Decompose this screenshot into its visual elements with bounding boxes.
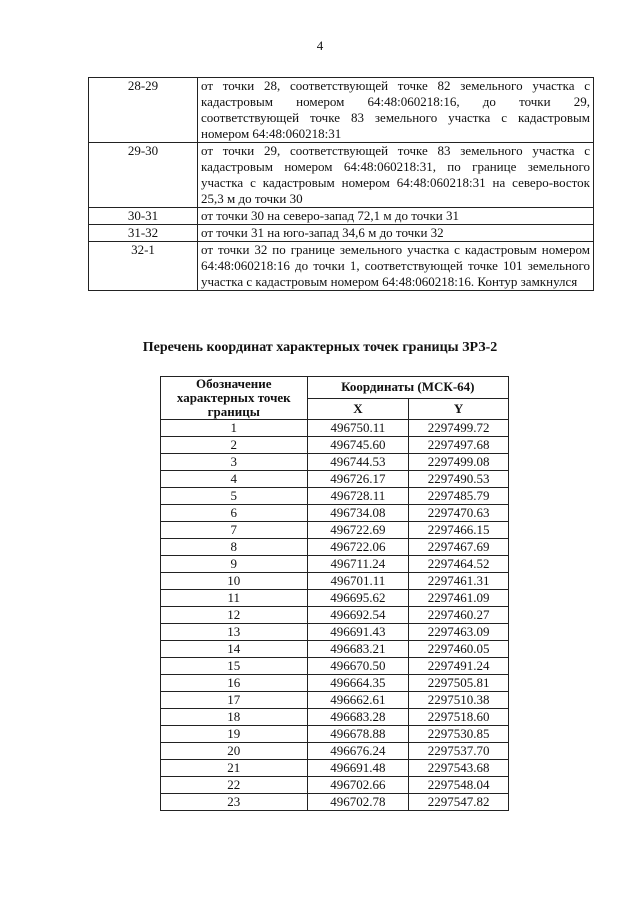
coordinate-y: 2297499.72 <box>409 420 509 437</box>
point-number: 21 <box>161 760 308 777</box>
coordinate-y: 2297485.79 <box>409 488 509 505</box>
segment-id: 31-32 <box>89 225 198 242</box>
coordinate-x: 496683.21 <box>307 641 409 658</box>
coordinate-x: 496676.24 <box>307 743 409 760</box>
table-row <box>161 760 509 777</box>
coordinate-x: 496692.54 <box>307 607 409 624</box>
table-row <box>161 573 509 590</box>
table-row <box>161 420 509 437</box>
table-row <box>161 675 509 692</box>
point-number: 16 <box>161 675 308 692</box>
segment-description: от точки 28, соответствующей точке 82 земельного участка с кадастровым номером 64:48:060218:16, до точки 29, соответствующей точке 83 земельного участка с кадастровым номером 64:48:060218:31 <box>198 78 594 143</box>
point-number: 17 <box>161 692 308 709</box>
coordinate-y: 2297548.04 <box>409 777 509 794</box>
coordinate-x: 496722.06 <box>307 539 409 556</box>
coordinate-x: 496745.60 <box>307 437 409 454</box>
coordinate-x: 496701.11 <box>307 573 409 590</box>
point-number: 19 <box>161 726 308 743</box>
table-row <box>161 692 509 709</box>
table-row <box>161 624 509 641</box>
table-row <box>161 454 509 471</box>
point-number: 15 <box>161 658 308 675</box>
table-row <box>161 607 509 624</box>
point-number: 23 <box>161 794 308 811</box>
coordinate-x: 496722.69 <box>307 522 409 539</box>
coordinate-y: 2297470.63 <box>409 505 509 522</box>
point-number: 9 <box>161 556 308 573</box>
coordinate-x: 496691.43 <box>307 624 409 641</box>
coordinate-y: 2297499.08 <box>409 454 509 471</box>
coordinate-y: 2297463.09 <box>409 624 509 641</box>
header-y: Y <box>409 398 509 420</box>
segment-id: 32-1 <box>89 242 198 291</box>
segment-row <box>89 143 594 208</box>
segments-table <box>88 77 594 291</box>
table-row <box>161 488 509 505</box>
table-row <box>161 505 509 522</box>
point-number: 20 <box>161 743 308 760</box>
coordinate-y: 2297547.82 <box>409 794 509 811</box>
point-number: 2 <box>161 437 308 454</box>
header-coordinates: Координаты (МСК-64) <box>307 377 508 399</box>
segment-id: 28-29 <box>89 78 198 143</box>
coordinate-x: 496664.35 <box>307 675 409 692</box>
segment-row <box>89 242 594 291</box>
point-number: 6 <box>161 505 308 522</box>
point-number: 11 <box>161 590 308 607</box>
point-number: 7 <box>161 522 308 539</box>
point-number: 5 <box>161 488 308 505</box>
point-number: 4 <box>161 471 308 488</box>
coordinate-x: 496695.62 <box>307 590 409 607</box>
point-number: 10 <box>161 573 308 590</box>
page-number: 4 <box>316 38 324 53</box>
coordinate-y: 2297466.15 <box>409 522 509 539</box>
coordinate-x: 496670.50 <box>307 658 409 675</box>
table-row <box>161 437 509 454</box>
coordinate-x: 496728.11 <box>307 488 409 505</box>
coordinate-x: 496702.66 <box>307 777 409 794</box>
coordinate-x: 496678.88 <box>307 726 409 743</box>
segment-id: 29-30 <box>89 143 198 208</box>
header-x: X <box>307 398 409 420</box>
coordinate-y: 2297461.09 <box>409 590 509 607</box>
coordinate-x: 496702.78 <box>307 794 409 811</box>
coordinate-y: 2297460.05 <box>409 641 509 658</box>
table-row <box>161 726 509 743</box>
segment-description: от точки 31 на юго-запад 34,6 м до точки 32 <box>198 225 594 242</box>
table-row <box>161 539 509 556</box>
point-number: 14 <box>161 641 308 658</box>
coordinate-y: 2297537.70 <box>409 743 509 760</box>
table-row <box>161 590 509 607</box>
table-row <box>161 794 509 811</box>
coordinate-x: 496662.61 <box>307 692 409 709</box>
coordinate-y: 2297467.69 <box>409 539 509 556</box>
section-title: Перечень координат характерных точек границы ЗРЗ-2 <box>142 340 498 355</box>
coordinate-y: 2297461.31 <box>409 573 509 590</box>
table-row <box>161 556 509 573</box>
coordinate-y: 2297464.52 <box>409 556 509 573</box>
coordinate-x: 496750.11 <box>307 420 409 437</box>
segment-row <box>89 225 594 242</box>
coordinate-x: 496726.17 <box>307 471 409 488</box>
coordinate-x: 496744.53 <box>307 454 409 471</box>
coordinate-y: 2297510.38 <box>409 692 509 709</box>
coordinates-table <box>160 376 509 811</box>
coordinate-x: 496683.28 <box>307 709 409 726</box>
coordinate-y: 2297505.81 <box>409 675 509 692</box>
table-row <box>161 641 509 658</box>
coordinate-x: 496711.24 <box>307 556 409 573</box>
segment-description: от точки 32 по границе земельного участка с кадастровым номером 64:48:060218:16 до точки 1, соответствующей точке 101 земельного участка с кадастровым номером 64:48:060218:16. Контур замкнулся <box>198 242 594 291</box>
table-row <box>161 709 509 726</box>
coordinate-y: 2297497.68 <box>409 437 509 454</box>
segment-id: 30-31 <box>89 208 198 225</box>
coordinate-y: 2297543.68 <box>409 760 509 777</box>
table-row <box>161 777 509 794</box>
point-number: 8 <box>161 539 308 556</box>
table-row <box>161 471 509 488</box>
table-row <box>161 743 509 760</box>
segment-row <box>89 208 594 225</box>
point-number: 18 <box>161 709 308 726</box>
segment-description: от точки 30 на северо-запад 72,1 м до точки 31 <box>198 208 594 225</box>
coordinate-y: 2297518.60 <box>409 709 509 726</box>
point-number: 1 <box>161 420 308 437</box>
table-row <box>161 658 509 675</box>
point-number: 22 <box>161 777 308 794</box>
coordinate-y: 2297490.53 <box>409 471 509 488</box>
point-number: 3 <box>161 454 308 471</box>
point-number: 12 <box>161 607 308 624</box>
segment-row <box>89 78 594 143</box>
segment-description: от точки 29, соответствующей точке 83 земельного участка с кадастровым номером 64:48:060218:31, по границе земельного участка с кадастровым номером 64:48:060218:31 на северо-восток 25,3 м до точки 30 <box>198 143 594 208</box>
coordinate-x: 496734.08 <box>307 505 409 522</box>
header-point-designation: Обозначение характерных точек границы <box>161 377 308 420</box>
coordinate-y: 2297460.27 <box>409 607 509 624</box>
coordinate-y: 2297491.24 <box>409 658 509 675</box>
coordinate-y: 2297530.85 <box>409 726 509 743</box>
table-row <box>161 522 509 539</box>
coordinate-x: 496691.48 <box>307 760 409 777</box>
point-number: 13 <box>161 624 308 641</box>
